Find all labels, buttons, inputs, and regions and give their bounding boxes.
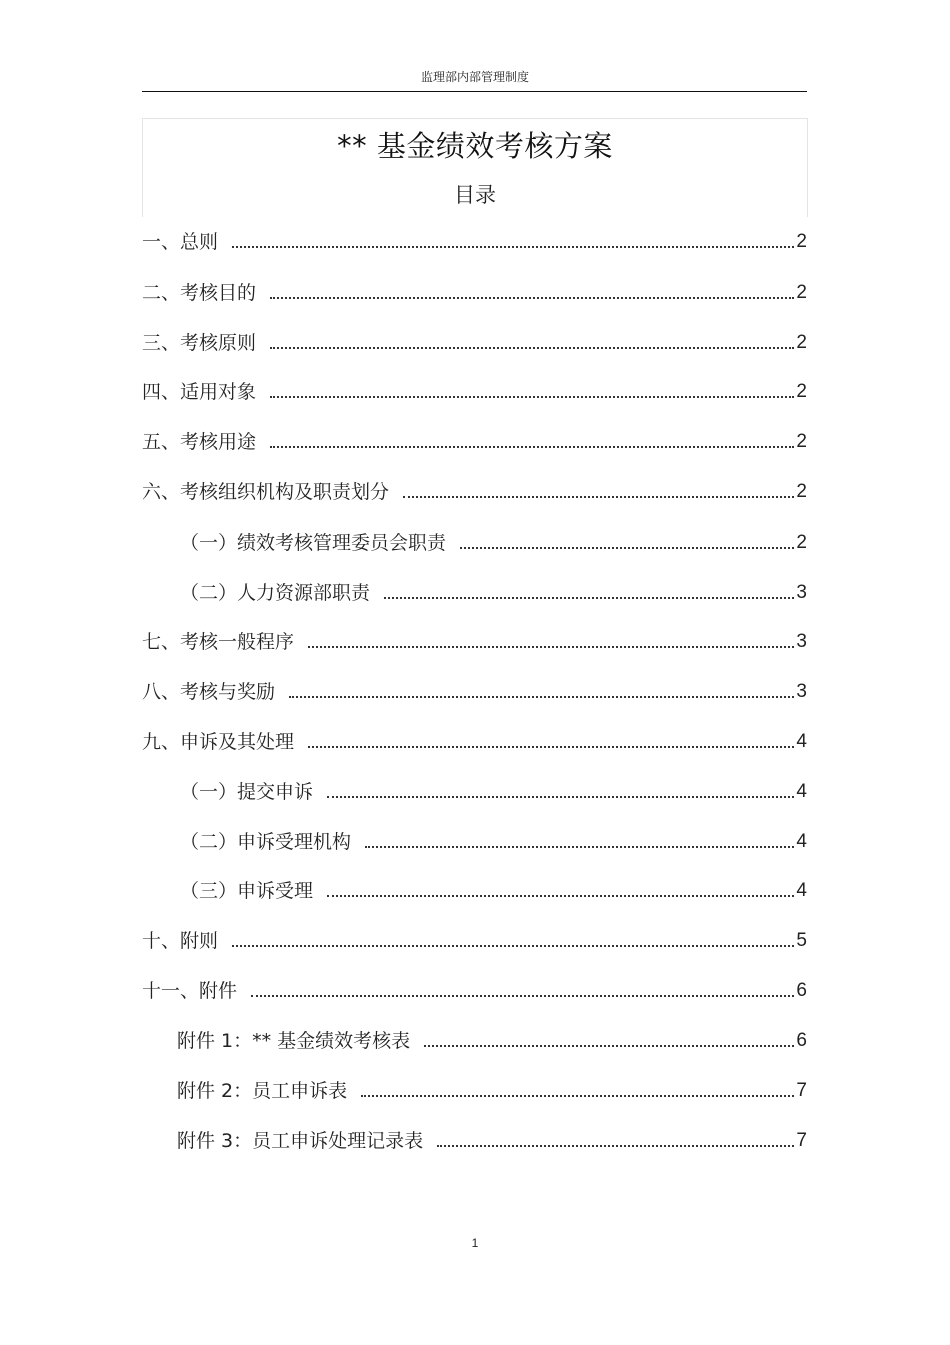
toc-leader-dots xyxy=(437,1145,794,1147)
toc-leader-dots xyxy=(270,396,794,398)
toc-entry-text: （三）申诉受理 xyxy=(180,880,314,902)
toc-entry[interactable] xyxy=(142,377,807,405)
toc-entry-text: （二）申诉受理机构 xyxy=(180,831,352,853)
toc-entry-text: 四、适用对象 xyxy=(142,381,257,403)
toc-entry-text: 六、考核组织机构及职责划分 xyxy=(142,481,390,503)
page-number: 1 xyxy=(471,1236,479,1250)
toc-entry-page: 6 xyxy=(796,980,807,1001)
toc-entry-page: 2 xyxy=(796,431,807,452)
toc-entry-page: 4 xyxy=(796,831,807,852)
toc-entry[interactable] xyxy=(142,477,807,505)
toc-entry-text: （二）人力资源部职责 xyxy=(180,582,371,604)
toc-entry[interactable] xyxy=(180,528,807,556)
toc-entry[interactable] xyxy=(180,827,807,855)
toc-entry[interactable] xyxy=(177,1076,807,1104)
toc-leader-dots xyxy=(460,547,794,549)
toc-leader-dots xyxy=(365,846,794,848)
toc-entry[interactable] xyxy=(142,677,807,705)
toc-entry[interactable] xyxy=(180,876,807,904)
toc-entry-text: 八、考核与奖励 xyxy=(142,681,276,703)
toc-entry[interactable] xyxy=(142,328,807,356)
toc-leader-dots xyxy=(289,696,794,698)
toc-entry-text: 五、考核用途 xyxy=(142,431,257,453)
toc-entry[interactable] xyxy=(142,227,807,255)
document-title: ** 基金绩效考核方案 xyxy=(337,129,613,163)
toc-entry-page: 7 xyxy=(796,1130,807,1151)
toc-entry-text: 十一、附件 xyxy=(142,980,238,1002)
toc-entry-page: 7 xyxy=(796,1080,807,1101)
running-header: 监理部内部管理制度 xyxy=(420,70,529,84)
toc-entry-text: 十、附则 xyxy=(142,930,219,952)
toc-entry-page: 4 xyxy=(796,880,807,901)
toc-leader-dots xyxy=(251,995,794,997)
toc-entry-page: 2 xyxy=(796,282,807,303)
toc-entry-page: 2 xyxy=(796,231,807,252)
toc-entry[interactable] xyxy=(142,278,807,306)
toc-leader-dots xyxy=(424,1045,794,1047)
toc-entry[interactable] xyxy=(180,578,807,606)
toc-entry-page: 4 xyxy=(796,781,807,802)
toc-entry-page: 2 xyxy=(796,381,807,402)
toc-entry-text: 二、考核目的 xyxy=(142,282,257,304)
toc-entry[interactable] xyxy=(142,926,807,954)
toc-entry-text: 附件 1：** 基金绩效考核表 xyxy=(177,1030,411,1052)
toc-entry-text: 九、申诉及其处理 xyxy=(142,731,295,753)
toc-leader-dots xyxy=(270,347,794,349)
toc-entry-text: （一）绩效考核管理委员会职责 xyxy=(180,532,447,554)
toc-leader-dots xyxy=(327,796,794,798)
toc-entry-page: 3 xyxy=(796,582,807,603)
toc-leader-dots xyxy=(270,297,794,299)
toc-entry-text: 三、考核原则 xyxy=(142,332,257,354)
toc-leader-dots xyxy=(232,246,794,248)
toc-entry-page: 4 xyxy=(796,731,807,752)
toc-entry-text: （一）提交申诉 xyxy=(180,781,314,803)
toc-leader-dots xyxy=(327,895,794,897)
toc-entry-text: 附件 3：员工申诉处理记录表 xyxy=(177,1130,424,1152)
toc-entry-page: 5 xyxy=(796,930,807,951)
toc-leader-dots xyxy=(308,646,794,648)
toc-entry[interactable] xyxy=(177,1126,807,1154)
toc-entry[interactable] xyxy=(142,727,807,755)
toc-leader-dots xyxy=(232,945,794,947)
toc-entry[interactable] xyxy=(142,976,807,1004)
toc-entry-page: 3 xyxy=(796,631,807,652)
toc-heading: 目录 xyxy=(454,183,496,207)
toc-entry-text: 附件 2：员工申诉表 xyxy=(177,1080,348,1102)
toc-entry-text: 一、总则 xyxy=(142,231,219,253)
toc-entry-page: 3 xyxy=(796,681,807,702)
toc-entry-page: 2 xyxy=(796,532,807,553)
toc-entry-page: 2 xyxy=(796,332,807,353)
toc-leader-dots xyxy=(403,496,794,498)
toc-entry-page: 6 xyxy=(796,1030,807,1051)
toc-leader-dots xyxy=(384,597,794,599)
toc-leader-dots xyxy=(361,1095,794,1097)
toc-leader-dots xyxy=(270,446,794,448)
toc-entry[interactable] xyxy=(142,627,807,655)
toc-entry[interactable] xyxy=(180,777,807,805)
toc-entry[interactable] xyxy=(142,427,807,455)
toc-leader-dots xyxy=(308,746,794,748)
toc-entry-page: 2 xyxy=(796,481,807,502)
toc-entry[interactable] xyxy=(177,1026,807,1054)
toc-entry-text: 七、考核一般程序 xyxy=(142,631,295,653)
